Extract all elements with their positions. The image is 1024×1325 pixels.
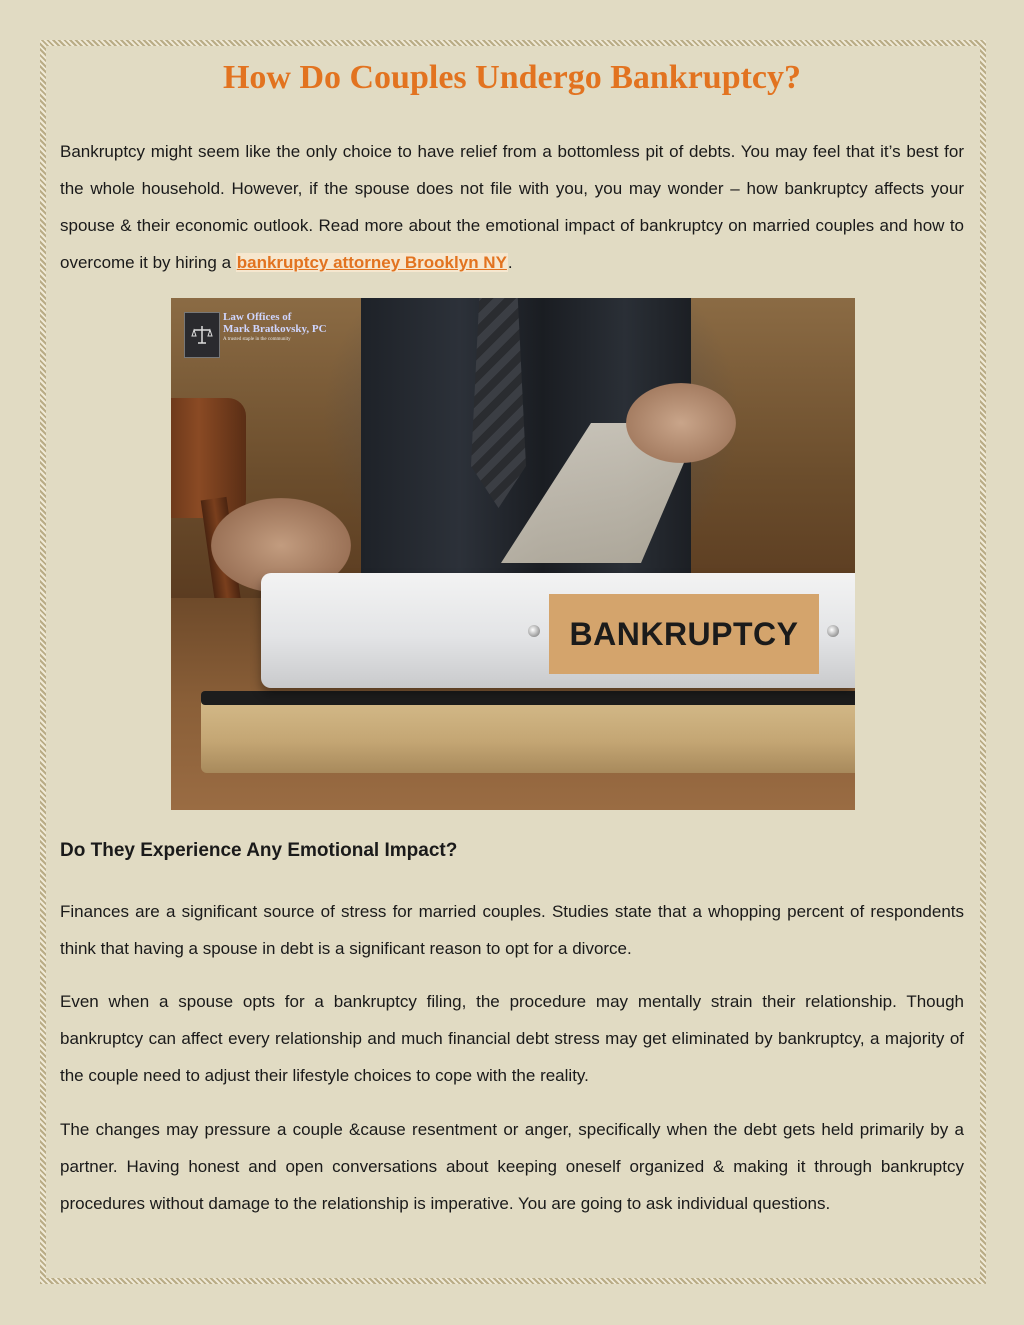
folder-stack (201, 693, 855, 773)
hand-right (626, 383, 736, 463)
logo-line-1: Law Offices of (223, 311, 292, 323)
rivet-icon (827, 625, 839, 637)
bankruptcy-photo (171, 298, 855, 810)
tie-shape (471, 298, 526, 508)
intro-paragraph (60, 133, 964, 281)
section-paragraph-3: The changes may pressure a couple &cause resentment or anger, specifically when the debt gets held primarily by a partner. Having honest and open conversations about keeping oneself organized & making it through bankruptcy procedures without damage to the relationship is imperative. You are going to ask individual questions. (60, 1120, 964, 1213)
section-paragraph-1: Finances are a significant source of stress for married couples. Studies state that a whopping percent of respondents think that having a spouse in debt is a significant reason to opt for a divorce. (60, 902, 964, 958)
firm-logo (223, 311, 327, 344)
attorney-link[interactable]: bankruptcy attorney Brooklyn NY (236, 252, 507, 272)
rivet-icon (528, 625, 540, 637)
section-paragraph-2: Even when a spouse opts for a bankruptcy filing, the procedure may mentally strain their relationship. Though bankruptcy can affect every relationship and much financial debt stress may get eliminated by bankruptcy, a majority of the couple need to adjust their lifestyle choices to cope with the reality. (60, 992, 964, 1085)
page-title: How Do Couples Undergo Bankruptcy? (222, 59, 802, 96)
intro-text: Bankruptcy might seem like the only choice to have relief from a bottomless pit of debts. You may feel that it’s best for the whole household. However, if the spouse does not file with you, you may wonder – how bankruptcy affects your spouse & their economic outlook. Read more about the emotional impact of bankruptcy on married couples and how to overcome it by hiring a (60, 141, 964, 272)
logo-tagline: A trusted staple in the community (223, 337, 291, 342)
black-folder (201, 691, 855, 705)
intro-text-end: . (507, 252, 513, 272)
document-page (60, 48, 964, 1213)
scales-of-justice-icon (184, 312, 220, 358)
section-heading: Do They Experience Any Emotional Impact? (60, 840, 458, 861)
binder-label: BANKRUPTCY (549, 594, 819, 674)
logo-line-2: Mark Bratkovsky, PC (223, 323, 327, 335)
